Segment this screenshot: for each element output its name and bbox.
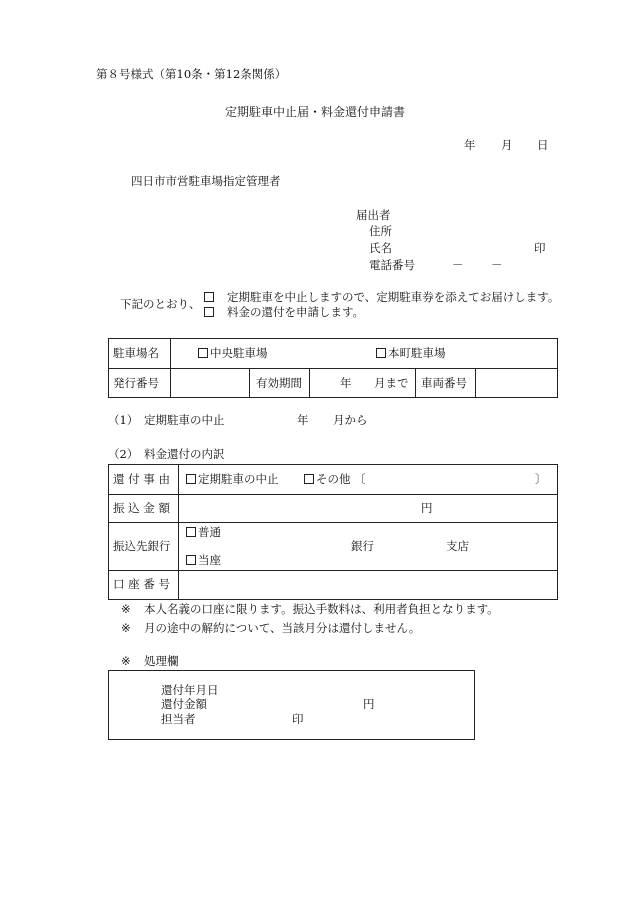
table-divider bbox=[178, 464, 179, 600]
reason-option-other-text: その他 bbox=[316, 472, 351, 486]
statement-lead: 下記のとおり、 bbox=[120, 297, 201, 311]
table-divider bbox=[415, 368, 416, 398]
statement-option-stop-text: 定期駐車を中止しますので、定期駐車券を添えてお届けします。 bbox=[226, 290, 560, 304]
note-item-2: 月の途中の解約について、当該月分は還付しません。 bbox=[144, 621, 421, 635]
checkbox-icon[interactable] bbox=[304, 474, 314, 484]
table-divider bbox=[309, 368, 310, 398]
checkbox-icon[interactable] bbox=[186, 527, 196, 537]
checkbox-icon[interactable] bbox=[376, 348, 386, 358]
table-divider bbox=[108, 570, 558, 571]
account-type-savings-text: 普通 bbox=[198, 525, 221, 539]
issue-number-label: 発行番号 bbox=[113, 376, 159, 390]
validity-until: 月まで bbox=[374, 376, 409, 390]
lot-option-chuo-text: 中央駐車場 bbox=[210, 346, 268, 360]
applicant-heading: 届出者 bbox=[356, 208, 391, 222]
other-bracket-close: 〕 bbox=[535, 472, 547, 486]
form-title: 定期駐車中止届・料金還付申請書 bbox=[224, 105, 405, 119]
validity-year: 年 bbox=[340, 376, 352, 390]
amount-label: 振 込 金 額 bbox=[113, 501, 170, 515]
checkbox-icon[interactable] bbox=[186, 474, 196, 484]
reason-label: 還 付 事 由 bbox=[113, 472, 170, 486]
vehicle-number-label: 車両番号 bbox=[421, 376, 467, 390]
section2-number: （2） bbox=[108, 447, 139, 461]
statement-option-stop bbox=[204, 292, 559, 304]
date-day: 日 bbox=[537, 138, 549, 152]
table-divider bbox=[475, 368, 476, 398]
applicant-name-label: 氏名 bbox=[369, 241, 392, 255]
section1-label: 定期駐車の中止 bbox=[144, 413, 225, 427]
refund-amount-label: 還付金額 bbox=[161, 697, 207, 711]
parking-lot-label: 駐車場名 bbox=[113, 346, 159, 360]
account-type-checking-text: 当座 bbox=[198, 553, 221, 567]
applicant-seal: 印 bbox=[534, 241, 546, 255]
validity-label: 有効期間 bbox=[256, 376, 302, 390]
other-bracket-open: 〔 bbox=[354, 472, 366, 486]
table-divider bbox=[249, 368, 250, 398]
lot-option-honmachi[interactable] bbox=[376, 348, 446, 360]
applicant-address-label: 住所 bbox=[369, 224, 392, 238]
account-type-checking[interactable] bbox=[186, 555, 221, 567]
reason-option-other[interactable] bbox=[304, 474, 351, 486]
applicant-phone-label: 電話番号 bbox=[369, 258, 415, 272]
date-year: 年 bbox=[464, 138, 476, 152]
checkbox-icon[interactable] bbox=[186, 555, 196, 565]
table-divider bbox=[108, 368, 558, 369]
note-item-1: 本人名義の口座に限ります。振込手数料は、利用者負担となります。 bbox=[144, 602, 499, 616]
date-month: 月 bbox=[501, 138, 513, 152]
checkbox-icon[interactable] bbox=[204, 292, 214, 302]
table-divider bbox=[170, 338, 171, 398]
section1-number: （1） bbox=[108, 413, 139, 427]
staff-seal: 印 bbox=[292, 712, 304, 726]
refund-date-label: 還付年月日 bbox=[161, 683, 219, 697]
bank-suffix: 銀行 bbox=[351, 539, 374, 553]
note-mark: ※ bbox=[121, 621, 131, 635]
refund-amount-yen: 円 bbox=[363, 697, 375, 711]
statement-option-refund-text: 料金の還付を申請します。 bbox=[226, 305, 365, 319]
section1-year: 年 bbox=[297, 413, 309, 427]
account-type-savings[interactable] bbox=[186, 527, 221, 539]
staff-label: 担当者 bbox=[161, 712, 196, 726]
form-number: 第８号様式（第10条・第12条関係） bbox=[96, 67, 287, 81]
table-divider bbox=[108, 494, 558, 495]
phone-dash-2: － bbox=[491, 258, 503, 272]
lot-option-chuo[interactable] bbox=[198, 348, 268, 360]
phone-dash-1: － bbox=[452, 258, 464, 272]
reason-option-stop[interactable] bbox=[186, 474, 279, 486]
office-use-mark: ※ bbox=[121, 654, 131, 668]
section1-from: 月から bbox=[333, 413, 368, 427]
bank-label: 振込先銀行 bbox=[113, 539, 171, 553]
section2-label: 料金還付の内訳 bbox=[144, 447, 225, 461]
note-mark: ※ bbox=[121, 602, 131, 616]
office-use-title: 処理欄 bbox=[144, 654, 179, 668]
table-divider bbox=[108, 522, 558, 523]
statement-option-refund bbox=[204, 307, 364, 319]
branch-suffix: 支店 bbox=[446, 539, 469, 553]
lot-option-honmachi-text: 本町駐車場 bbox=[388, 346, 446, 360]
account-number-label: 口 座 番 号 bbox=[113, 577, 170, 591]
addressee: 四日市市営駐車場指定管理者 bbox=[131, 174, 281, 188]
reason-option-stop-text: 定期駐車の中止 bbox=[198, 472, 279, 486]
checkbox-icon[interactable] bbox=[204, 307, 214, 317]
amount-yen: 円 bbox=[421, 501, 433, 515]
checkbox-icon[interactable] bbox=[198, 348, 208, 358]
